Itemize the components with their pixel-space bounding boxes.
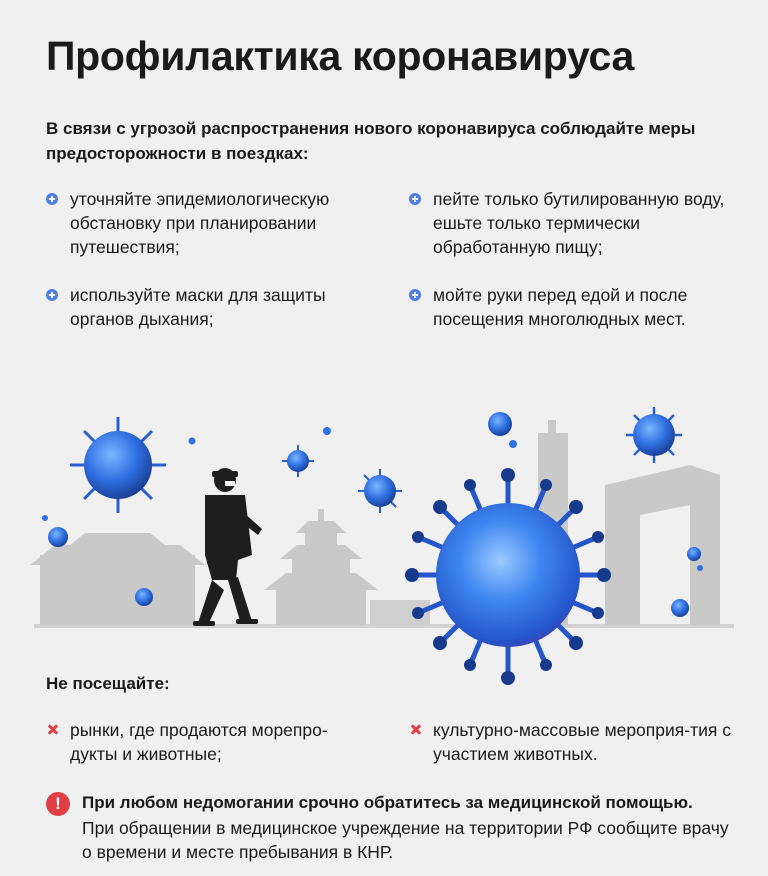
plus-circle-icon bbox=[409, 289, 421, 301]
plus-circle-icon bbox=[46, 289, 58, 301]
precautions-list-right bbox=[409, 187, 739, 331]
virus-icon bbox=[405, 468, 611, 685]
list-item bbox=[409, 718, 739, 766]
list-item-text: используйте маски для защиты органов дыхания; bbox=[70, 285, 326, 329]
warning-details: При обращении в медицинское учреждение на территории РФ сообщите врачу о времени и месте пребывания в КНР. bbox=[82, 818, 729, 862]
virus-icon bbox=[70, 417, 166, 513]
cross-icon bbox=[46, 723, 60, 737]
list-item bbox=[409, 283, 739, 331]
cross-icon bbox=[409, 723, 423, 737]
list-item-text: культурно-массовые мероприя-тия с участием животных. bbox=[433, 720, 731, 764]
list-item-text: уточняйте эпидемиологическую обстановку при планировании путешествия; bbox=[70, 189, 330, 257]
list-item bbox=[409, 187, 739, 259]
temple-silhouette bbox=[264, 509, 378, 625]
virus-icon bbox=[358, 469, 402, 513]
avoid-list-right bbox=[409, 718, 739, 766]
intro-text: В связи с угрозой распространения нового коронавируса соблюдайте меры предосторожности в поездках: bbox=[46, 119, 696, 163]
precautions-list-left bbox=[46, 187, 376, 331]
warning-headline: При любом недомогании срочно обратитесь за медицинской помощью. bbox=[82, 793, 693, 812]
virus-icon bbox=[282, 445, 314, 477]
pedestrian-in-mask bbox=[193, 468, 262, 626]
list-item-text: рынки, где продаются морепро-дукты и животные; bbox=[70, 720, 328, 764]
avoid-list-left bbox=[46, 718, 366, 766]
plus-circle-icon bbox=[409, 193, 421, 205]
list-item bbox=[46, 718, 366, 766]
list-item-text: пейте только бутилированную воду, ешьте только термически обработанную пищу; bbox=[433, 189, 725, 257]
list-item-text: мойте руки перед едой и после посещения многолюдных мест. bbox=[433, 285, 688, 329]
avoid-heading: Не посещайте: bbox=[46, 674, 170, 693]
list-item bbox=[46, 187, 376, 259]
page-title: Профилактика коронавируса bbox=[46, 33, 634, 79]
exclamation-icon: ! bbox=[46, 792, 70, 816]
virus-icon bbox=[626, 407, 682, 463]
list-item bbox=[46, 283, 376, 331]
plus-circle-icon bbox=[46, 193, 58, 205]
coronavirus-illustration bbox=[0, 395, 768, 685]
